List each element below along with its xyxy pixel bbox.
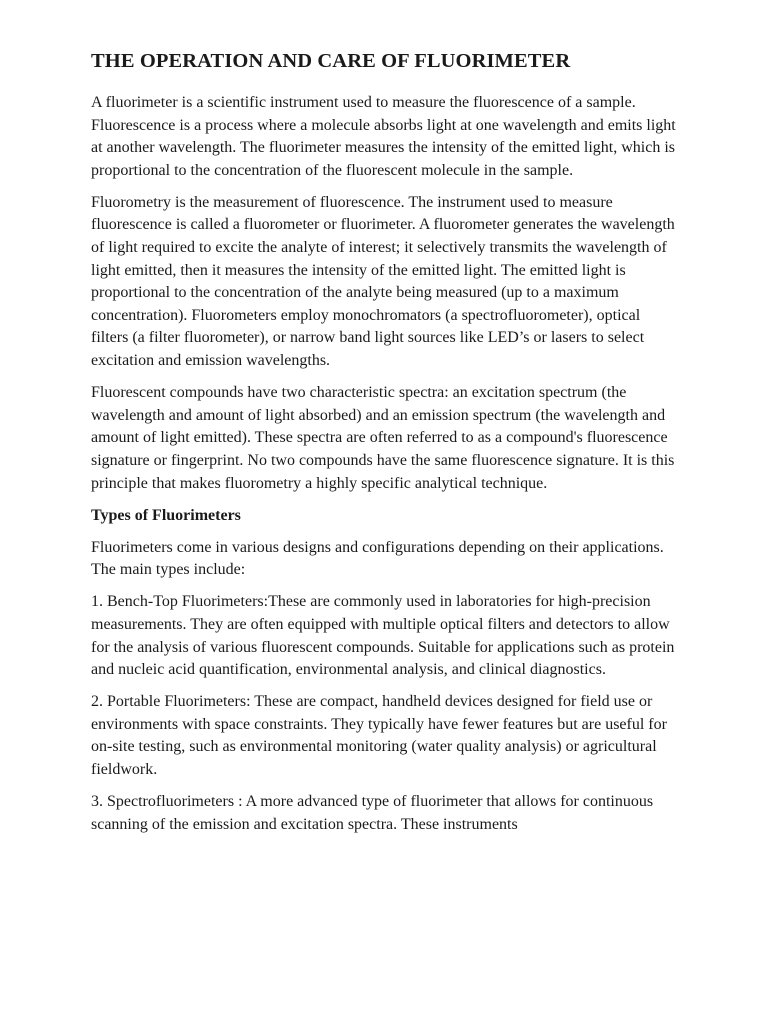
intro-paragraph-3: Fluorescent compounds have two characteristic spectra: an excitation spectrum (the wavelength and amount of light absorbed) and an emission spectrum (the wavelength and amount of light emitted). These spectra are often referred to as a compound's fluorescence signature or fingerprint. No two compounds have the same fluorescence signature. It is this principle that makes fluorometry a highly specific analytical technique.	[91, 384, 675, 492]
types-item-spectrofluorimeters: 3. Spectrofluorimeters : A more advanced type of fluorimeter that allows for continuous scanning of the emission and excitation spectra. These instruments	[91, 793, 654, 833]
types-item-portable: 2. Portable Fluorimeters: These are compact, handheld devices designed for field use or environments with space constraints. They typically have fewer features but are useful for on-site testing, such as environmental monitoring (water quality analysis) or agricultural fieldwork.	[91, 693, 667, 779]
types-intro-paragraph: Fluorimeters come in various designs and configurations depending on their applications. The main types include:	[91, 538, 664, 579]
page-title: THE OPERATION AND CARE OF FLUORIMETER	[91, 50, 571, 72]
intro-paragraph-1: A fluorimeter is a scientific instrument used to measure the fluorescence of a sample. Fluorescence is a process where a molecule absorbs light at one wavelength and emits light at another wavelength. The fluorimeter measures the intensity of the emitted light, which is proportional to the concentration of the fluorescent molecule in the sample.	[91, 94, 676, 179]
types-item-bench-top: 1. Bench-Top Fluorimeters:These are commonly used in laboratories for high-precision measurements. They are often equipped with multiple optical filters and detectors to allow for the analysis of various fluorescent compounds. Suitable for applications such as protein and nucleic acid quantification, environmental analysis, and clinical diagnostics.	[91, 593, 675, 679]
section-heading-types: Types of Fluorimeters	[91, 506, 241, 524]
document-body	[91, 48, 681, 846]
intro-paragraph-2: Fluorometry is the measurement of fluorescence. The instrument used to measure fluorescence is called a fluorometer or fluorimeter. A fluorometer generates the wavelength of light required to excite the analyte of interest; it selectively transmits the wavelength of light emitted, then it measures the intensity of the emitted light. The emitted light is proportional to the concentration of the analyte being measured (up to a maximum concentration). Fluorometers employ monochromators (a spectrofluorometer), optical filters (a filter fluorometer), or narrow band light sources like LED’s or lasers to select excitation and emission wavelengths.	[91, 193, 675, 370]
